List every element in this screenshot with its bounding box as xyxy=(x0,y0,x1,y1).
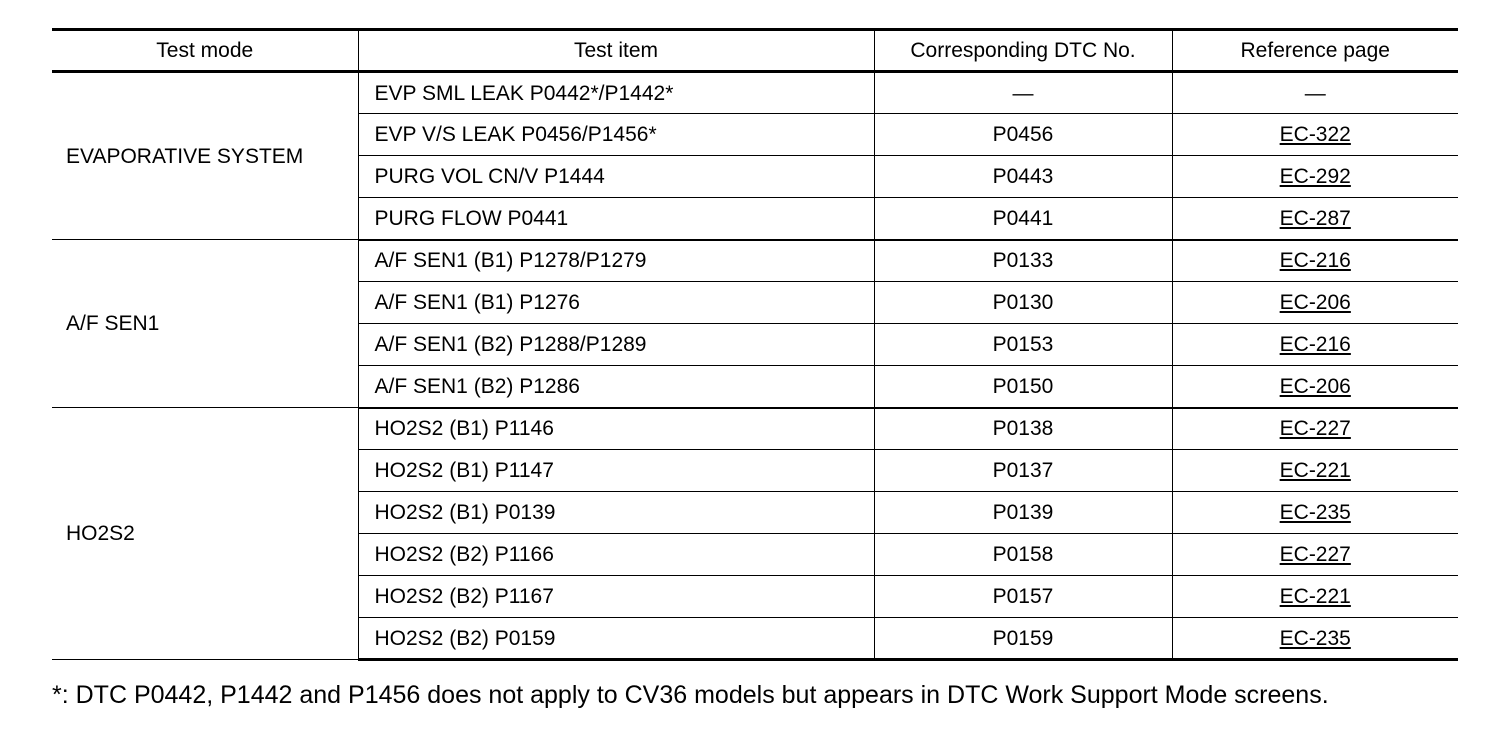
reference-page-cell xyxy=(1172,114,1458,156)
dtc-number-cell: — xyxy=(874,72,1172,114)
test-item-cell: A/F SEN1 (B1) P1278/P1279 xyxy=(358,240,874,282)
header-reference-page: Reference page xyxy=(1172,30,1458,72)
dtc-number-cell: P0157 xyxy=(874,576,1172,618)
dtc-number-cell: P0443 xyxy=(874,156,1172,198)
reference-page-link[interactable]: EC-221 xyxy=(1279,585,1351,608)
dtc-number-cell: P0441 xyxy=(874,198,1172,240)
test-item-cell: EVP SML LEAK P0442*/P1442* xyxy=(358,72,874,114)
reference-page-cell: — xyxy=(1172,72,1458,114)
reference-page-link[interactable]: EC-292 xyxy=(1279,165,1351,188)
reference-page-link[interactable]: EC-235 xyxy=(1279,501,1351,524)
test-mode-cell: A/F SEN1 xyxy=(52,240,358,408)
reference-page-link[interactable]: EC-216 xyxy=(1279,249,1351,273)
reference-page-link[interactable]: EC-322 xyxy=(1279,123,1351,146)
reference-page-cell xyxy=(1172,240,1458,282)
test-item-cell: HO2S2 (B1) P1147 xyxy=(358,450,874,492)
test-item-cell: EVP V/S LEAK P0456/P1456* xyxy=(358,114,874,156)
reference-page-link[interactable]: EC-206 xyxy=(1279,374,1351,398)
footnote: *: DTC P0442, P1442 and P1456 does not apply to CV36 models but appears in DTC Work Support Mode screens. xyxy=(52,681,1329,709)
reference-page-link[interactable]: EC-216 xyxy=(1279,333,1351,356)
dtc-number-cell: P0138 xyxy=(874,408,1172,450)
table-body xyxy=(52,72,1458,660)
test-item-cell: HO2S2 (B1) P1146 xyxy=(358,408,874,450)
reference-page-cell xyxy=(1172,618,1458,660)
test-item-cell: HO2S2 (B2) P1166 xyxy=(358,534,874,576)
table-row xyxy=(52,240,1458,282)
reference-page-cell xyxy=(1172,282,1458,324)
test-mode-cell: HO2S2 xyxy=(52,408,358,660)
reference-page-cell xyxy=(1172,408,1458,450)
dtc-number-cell: P0130 xyxy=(874,282,1172,324)
test-item-cell: A/F SEN1 (B2) P1286 xyxy=(358,366,874,408)
header-row xyxy=(52,30,1458,72)
dtc-number-cell: P0133 xyxy=(874,240,1172,282)
reference-page-link[interactable]: EC-227 xyxy=(1279,417,1351,441)
reference-page-cell xyxy=(1172,534,1458,576)
table-row xyxy=(52,408,1458,450)
test-item-cell: PURG FLOW P0441 xyxy=(358,198,874,240)
reference-page-cell xyxy=(1172,366,1458,408)
header-dtc-no: Corresponding DTC No. xyxy=(874,30,1172,72)
header-test-mode: Test mode xyxy=(52,30,358,72)
test-item-cell: HO2S2 (B2) P0159 xyxy=(358,618,874,660)
reference-page-cell xyxy=(1172,156,1458,198)
reference-page-cell xyxy=(1172,576,1458,618)
dtc-number-cell: P0158 xyxy=(874,534,1172,576)
test-item-cell: HO2S2 (B2) P1167 xyxy=(358,576,874,618)
table-row xyxy=(52,72,1458,114)
dtc-number-cell: P0150 xyxy=(874,366,1172,408)
header-test-item: Test item xyxy=(358,30,874,72)
test-item-cell: HO2S2 (B1) P0139 xyxy=(358,492,874,534)
test-item-cell: A/F SEN1 (B2) P1288/P1289 xyxy=(358,324,874,366)
dtc-number-cell: P0153 xyxy=(874,324,1172,366)
reference-page-link[interactable]: EC-235 xyxy=(1279,626,1351,650)
reference-page-cell xyxy=(1172,492,1458,534)
test-mode-cell: EVAPORATIVE SYSTEM xyxy=(52,72,358,240)
test-item-cell: PURG VOL CN/V P1444 xyxy=(358,156,874,198)
dtc-table xyxy=(52,28,1458,661)
test-item-cell: A/F SEN1 (B1) P1276 xyxy=(358,282,874,324)
reference-page-link[interactable]: EC-227 xyxy=(1279,543,1351,566)
dtc-number-cell: P0159 xyxy=(874,618,1172,660)
reference-page-link[interactable]: EC-206 xyxy=(1279,291,1351,314)
dtc-number-cell: P0139 xyxy=(874,492,1172,534)
dtc-number-cell: P0137 xyxy=(874,450,1172,492)
reference-page-link[interactable]: EC-221 xyxy=(1279,459,1351,482)
reference-page-link[interactable]: EC-287 xyxy=(1279,206,1351,230)
reference-page-cell xyxy=(1172,198,1458,240)
table-header xyxy=(52,30,1458,72)
dtc-number-cell: P0456 xyxy=(874,114,1172,156)
reference-page-cell xyxy=(1172,324,1458,366)
reference-page-cell xyxy=(1172,450,1458,492)
